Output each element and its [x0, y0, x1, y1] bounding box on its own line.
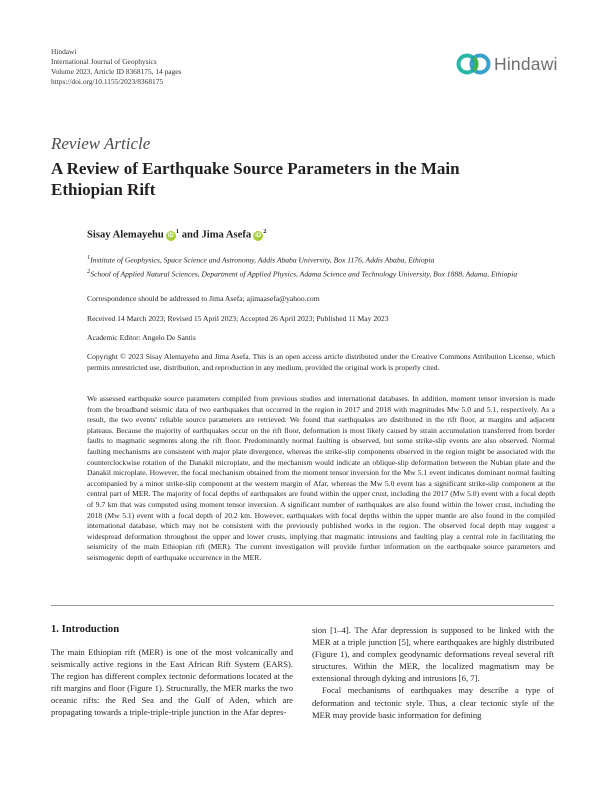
affiliation-text: Institute of Geophysics, Space Science and Astronomy, Addis Ababa University, Box 1176, Addis Ababa, Ethiopia [90, 255, 435, 265]
body-paragraph: The main Ethiopian rift (MER) is one of the most volcanically and seismically active regions in the East African Rift System (EARS). The region has different complex tectonic deformations located at the rift margins and floor (Figure 1). Structurally, the MER marks the two oceanic rifts: the Red Sea and the Gulf of Aden, which are propagating towards a triple-triple-triple junction in the Afar depres- [51, 647, 293, 718]
article-title: A Review of Earthquake Source Parameters in the Main Ethiopian Rift [51, 159, 460, 199]
body-column-left [51, 646, 293, 719]
affiliation-number: 1 [87, 254, 91, 261]
section-heading: 1. Introduction [51, 624, 120, 635]
body-column-right [312, 624, 554, 721]
author-affiliation-mark: 1 [175, 228, 180, 235]
affiliation-text: School of Applied Natural Sciences, Department of Applied Physics, Adama Science and Technology University, Box 1888, Adama, Ethiopia [90, 269, 518, 279]
affiliation-number: 2 [87, 267, 91, 275]
article-type: Review Article [51, 134, 151, 153]
author-name[interactable]: Sisay Alemayehu [87, 229, 164, 241]
orcid-icon[interactable]: iD [255, 232, 262, 239]
affiliation [87, 266, 557, 280]
body-paragraph: sion [1–4]. The Afar depression is supposed to be linked with the MER at a triple junction [5], where earthquakes are highly distributed (Figure 1), and complex geodynamic deformations reveal several rift structures. Within the MER, the localized magmatism may be extensional through dyking and intrusions [6, 7]. [312, 625, 554, 684]
journal-header [51, 47, 181, 87]
article-dates: Received 14 March 2023; Revised 15 April 2023; Accepted 26 April 2023; Published 11 May 2023 [87, 314, 389, 323]
hindawi-logo-icon [456, 49, 492, 79]
copyright-notice: Copyright © 2023 Sisay Alemayehu and Jima Asefa. This is an open access article distributed under the Creative Commons Attribution License, which permits unrestricted use, distribution, and reproduction in any medium, provided the original work is properly cited. [87, 352, 555, 372]
doi-link[interactable]: https://doi.org/10.1155/2023/8368175 [51, 77, 164, 86]
author-affiliation-mark: 2 [263, 228, 267, 235]
affiliations [87, 252, 557, 280]
author-conjunction: and [181, 229, 199, 241]
publisher-name: Hindawi [51, 47, 77, 56]
orcid-icon[interactable]: iD [167, 232, 174, 239]
author-list [87, 228, 266, 241]
journal-name: International Journal of Geophysics [51, 57, 157, 66]
academic-editor: Academic Editor: Angelo De Santis [87, 333, 196, 342]
author-name[interactable]: Jima Asefa [201, 229, 252, 241]
logo-wordmark: Hindawi [494, 54, 558, 74]
correspondence: Correspondence should be addressed to Jima Asefa; ajimaasefa@yahoo.com [87, 294, 320, 303]
section-divider [51, 605, 554, 606]
affiliation [87, 252, 557, 266]
abstract: We assessed earthquake source parameters compiled from previous studies and international databases. In addition, moment tensor inversion is made from the broadband seismic data of two earthquakes that occurred in the region in 2017 and 2018 with magnitudes Mw 5.0 and 5.1, respectively. As a result, the two events' reliable source parameters are retrieved. We found that earthquakes are distributed in the rift floor, at margins and adjacent plateaus. Because the majority of earthquakes occur on the rift floor, deformation is most likely caused by strain accumulation transferred from border faults to magmatic segments along the rift floor. Predominantly normal faulting is observed, but some strike-slip events are also observed. Normal faulting mechanisms are consistent with major plate divergence, whereas the strike-slip components observed in the region might be associated with the counterclockwise rotation of the Danakil microplate, and the mechanism would indicate an oblique-slip deformation between the Nubian plate and the Danakil microplate. However, the focal mechanism obtained from the moment tensor inversion for the Mw 5.1 event indicates dominant normal faulting accompanied by a minor strike-slip component at the western margin of Afar, whereas the Mw 5.0 event has a significant strike-slip component at the central part of MER. The majority of focal depths of earthquakes are found within the upper crust, including the 2017 (Mw 5.0) event with a focal depth of 9.7 km that was computed using moment tensor inversion. A significant number of earthquakes are also found within the lower crust, including the 2018 (Mw 5.1) event with a focal depth of 20.2 km. However, earthquakes with focal depths within the upper mantle are also found in the compiled international database, which may not be consistent with the previously published works in the region. The observed focal depth may suggest a widespread deformation throughout the upper and lower crusts, implying that magmatic intrusions and faulting play a central role in facilitating the seismicity of the main Ethiopian rift (MER). The current investigation will provide further information on the earthquake source parameters and seismogenic depth of earthquake occurrence in the MER. [87, 394, 555, 562]
body-paragraph: Focal mechanisms of earthquakes may describe a type of deformation and tectonic style. Thus, a clear tectonic style of the MER may provide basic information for defining [312, 685, 554, 720]
hindawi-logo [456, 49, 558, 83]
volume-info: Volume 2023, Article ID 8368175, 14 pages [51, 67, 182, 76]
